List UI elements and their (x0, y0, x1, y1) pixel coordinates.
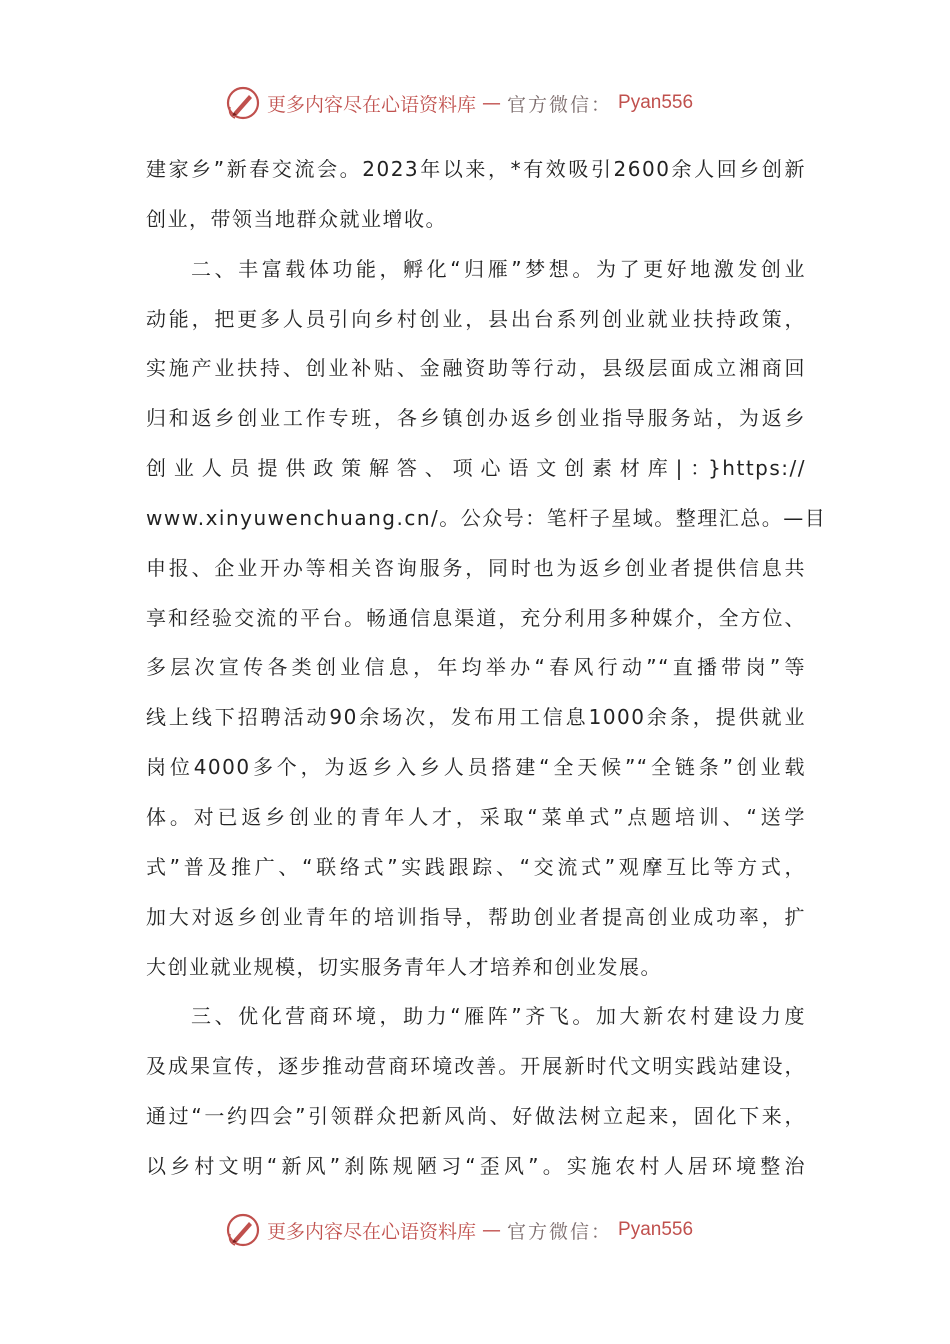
header-watermark-banner (225, 83, 745, 123)
body-line: 及成果宣传，逐步推动营商环境改善。开展新时代文明实践站建设， (146, 1054, 806, 1079)
banner-separator: — (482, 92, 502, 114)
body-line: 建家乡”新春交流会。2023年以来，*有效吸引2600余人回乡创新 (146, 157, 806, 181)
banner-wechat-id: Pyan556 (618, 92, 694, 113)
body-line: 创业，带领当地群众就业增收。 (146, 206, 447, 231)
body-line: 式”普及推广、“联络式”实践跟踪、“交流式”观摩互比等方式， (146, 854, 806, 879)
banner-wechat-label: 官方微信： (507, 93, 613, 116)
body-line: 申报、企业开办等相关咨询服务，同时也为返乡创业者提供信息共 (146, 555, 806, 580)
body-line: 多层次宣传各类创业信息，年均举办“春风行动”“直播带岗”等 (146, 655, 806, 680)
pen-logo-icon (225, 1212, 261, 1248)
body-line: 创业人员提供政策解答、项心语文创素材库|：}https:// (146, 456, 806, 481)
banner-wechat-id: Pyan556 (618, 1219, 694, 1240)
body-line: 实施产业扶持、创业补贴、金融资助等行动，县级层面成立湘商回 (146, 356, 806, 381)
body-line: 线上线下招聘活动90余场次，发布用工信息1000余条，提供就业 (146, 705, 806, 730)
body-line: 岗位4000多个，为返乡入乡人员搭建“全天候”“全链条”创业载 (146, 755, 806, 780)
document-body (146, 145, 827, 1192)
banner-separator: — (482, 1219, 502, 1241)
body-line: 归和返乡创业工作专班，各乡镇创办返乡创业指导服务站，为返乡 (146, 406, 806, 431)
body-line: 大创业就业规模，切实服务青年人才培养和创业发展。 (146, 954, 662, 979)
body-line: 以乡村文明“新风”刹陈规陋习“歪风”。实施农村人居环境整治 (146, 1153, 806, 1178)
banner-site-name: 更多内容尽在心语资料库 (267, 1220, 477, 1243)
body-line: www.xinyuwenchuang.cn/。公众号：笔杆子星域。整理汇总。—目 (146, 505, 827, 530)
footer-watermark-banner (225, 1210, 745, 1250)
body-line: 享和经验交流的平台。畅通信息渠道，充分利用多种媒介，全方位、 (146, 605, 806, 630)
banner-site-name: 更多内容尽在心语资料库 (267, 93, 477, 116)
body-line: 加大对返乡创业青年的培训指导，帮助创业者提高创业成功率，扩 (146, 904, 806, 929)
body-line: 通过“一约四会”引领群众把新风尚、好做法树立起来，固化下来， (146, 1104, 806, 1129)
body-line: 三、优化营商环境，助力“雁阵”齐飞。加大新农村建设力度 (191, 1004, 806, 1029)
body-line: 二、丰富载体功能，孵化“归雁”梦想。为了更好地激发创业 (191, 256, 806, 281)
banner-wechat-label: 官方微信： (507, 1220, 613, 1243)
body-line: 体。对已返乡创业的青年人才，采取“菜单式”点题培训、“送学 (146, 804, 806, 829)
pen-logo-icon (225, 85, 261, 121)
body-line: 动能，把更多人员引向乡村创业，县出台系列创业就业扶持政策， (146, 306, 806, 331)
